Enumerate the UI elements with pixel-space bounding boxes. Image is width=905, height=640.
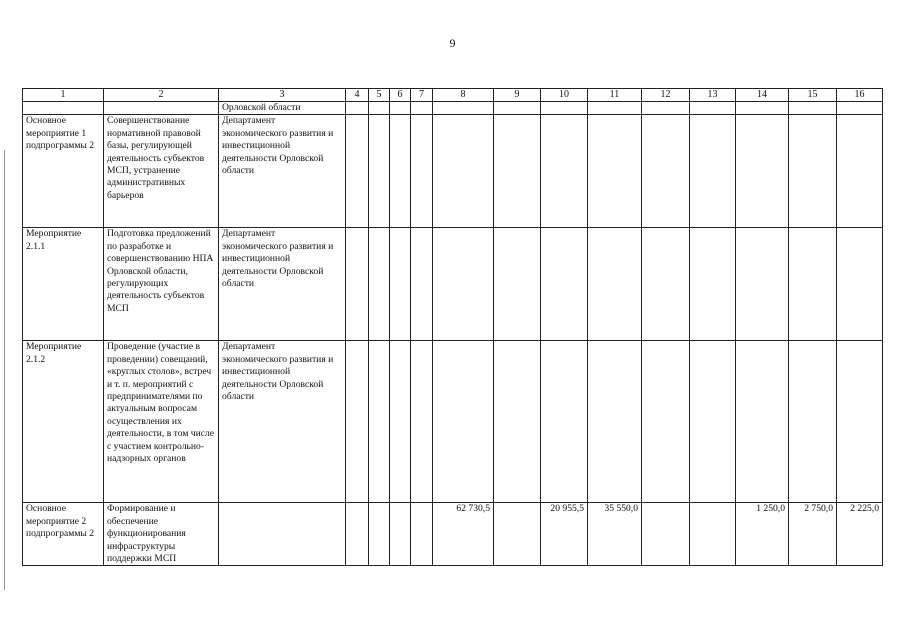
responsible-executor: Департамент экономического развития и инвестиционной деятельности Орловской области: [219, 341, 346, 503]
header-cell: 4: [346, 89, 369, 102]
continuation-text: Орловской области: [219, 102, 346, 115]
header-cell: 15: [789, 89, 837, 102]
header-cell: 12: [642, 89, 690, 102]
value-col-10: [541, 341, 588, 503]
header-cell: 8: [433, 89, 494, 102]
measure-description: Проведение (участие в проведении) совещаний, «круглых столов», встреч и т. п. мероприятий с предпринимателями по актуальным вопросам осуществления их деятельности, в том числе с участием контрольно-надзорных органов: [104, 341, 219, 503]
value-col-15: [789, 228, 837, 341]
table-cell: [690, 341, 736, 503]
measure-name: Основное мероприятие 2 подпрограммы 2: [23, 503, 104, 566]
table-row: [23, 115, 883, 228]
table-cell: [346, 228, 369, 341]
table-cell: [411, 102, 433, 115]
value-col-10: [541, 115, 588, 228]
table-cell: [642, 115, 690, 228]
header-cell: 7: [411, 89, 433, 102]
value-col-16: [837, 115, 883, 228]
table-cell: [642, 341, 690, 503]
table-cell: [346, 115, 369, 228]
page-number: 9: [449, 36, 456, 50]
value-col-16: [837, 228, 883, 341]
table-cell: [411, 228, 433, 341]
header-cell: 10: [541, 89, 588, 102]
table-row: [23, 341, 883, 503]
table-cell: [837, 102, 883, 115]
header-cell: 11: [588, 89, 642, 102]
header-cell: 1: [23, 89, 104, 102]
table-cell: [369, 115, 390, 228]
table-cell: [690, 102, 736, 115]
table-cell: [494, 341, 541, 503]
value-col-14: [736, 341, 789, 503]
value-col-8: 62 730,5: [433, 503, 494, 566]
program-table: [22, 88, 883, 566]
table-cell: [369, 341, 390, 503]
measure-name: Мероприятие 2.1.1: [23, 228, 104, 341]
table-cell: [690, 115, 736, 228]
value-col-11: [588, 115, 642, 228]
table-cell: [494, 228, 541, 341]
table-cell: [411, 503, 433, 566]
measure-name: Основное мероприятие 1 подпрограммы 2: [23, 115, 104, 228]
table-cell: [642, 228, 690, 341]
table-cell: [588, 102, 642, 115]
header-cell: 6: [390, 89, 411, 102]
value-col-8: [433, 341, 494, 503]
table-cell: [346, 102, 369, 115]
table-cell: [642, 102, 690, 115]
measure-name: Мероприятие 2.1.2: [23, 341, 104, 503]
header-cell: 2: [104, 89, 219, 102]
header-cell: 3: [219, 89, 346, 102]
table-cell: [346, 503, 369, 566]
table-cell: [433, 102, 494, 115]
table-cell: [390, 228, 411, 341]
table-cell: [104, 102, 219, 115]
value-col-8: [433, 228, 494, 341]
header-cell: 5: [369, 89, 390, 102]
table-cell: [690, 503, 736, 566]
value-col-15: [789, 115, 837, 228]
measure-description: Подготовка предложений по разработке и совершенствованию НПА Орловской области, регулирующих деятельность субъектов МСП: [104, 228, 219, 341]
header-cell: 9: [494, 89, 541, 102]
responsible-executor: Департамент экономического развития и инвестиционной деятельности Орловской области: [219, 228, 346, 341]
value-col-11: [588, 228, 642, 341]
table-cell: [494, 115, 541, 228]
table-cell: [789, 102, 837, 115]
table-cell: [346, 341, 369, 503]
header-cell: 16: [837, 89, 883, 102]
value-col-15: [789, 341, 837, 503]
header-cell: 14: [736, 89, 789, 102]
value-col-14: [736, 115, 789, 228]
value-col-15: 2 750,0: [789, 503, 837, 566]
table-cell: [390, 115, 411, 228]
table-row: [23, 503, 883, 566]
table-cell: [23, 102, 104, 115]
table-cell: [411, 115, 433, 228]
value-col-14: [736, 228, 789, 341]
header-cell: 13: [690, 89, 736, 102]
table-cell: [369, 102, 390, 115]
table-cell: [369, 503, 390, 566]
table-cell: [690, 228, 736, 341]
table-cell: [390, 503, 411, 566]
scan-edge-line: [4, 150, 5, 590]
value-col-16: 2 225,0: [837, 503, 883, 566]
table-cell: [494, 102, 541, 115]
measure-description: Совершенствование нормативной правовой базы, регулирующей деятельность субъектов МСП, устранение административных барьеров: [104, 115, 219, 228]
table-cell: [390, 341, 411, 503]
table-cell: [390, 102, 411, 115]
responsible-executor: Департамент экономического развития и инвестиционной деятельности Орловской области: [219, 115, 346, 228]
measure-description: Формирование и обеспечение функционирования инфраструктуры поддержки МСП: [104, 503, 219, 566]
table-cell: [541, 102, 588, 115]
header-row: [23, 89, 883, 102]
value-col-14: 1 250,0: [736, 503, 789, 566]
value-col-10: [541, 228, 588, 341]
table-cell: [411, 341, 433, 503]
continuation-row: [23, 102, 883, 115]
responsible-executor: [219, 503, 346, 566]
value-col-16: [837, 341, 883, 503]
table-cell: [642, 503, 690, 566]
table-cell: [369, 228, 390, 341]
value-col-8: [433, 115, 494, 228]
value-col-11: 35 550,0: [588, 503, 642, 566]
table-cell: [736, 102, 789, 115]
table-cell: [494, 503, 541, 566]
value-col-10: 20 955,5: [541, 503, 588, 566]
value-col-11: [588, 341, 642, 503]
table-row: [23, 228, 883, 341]
